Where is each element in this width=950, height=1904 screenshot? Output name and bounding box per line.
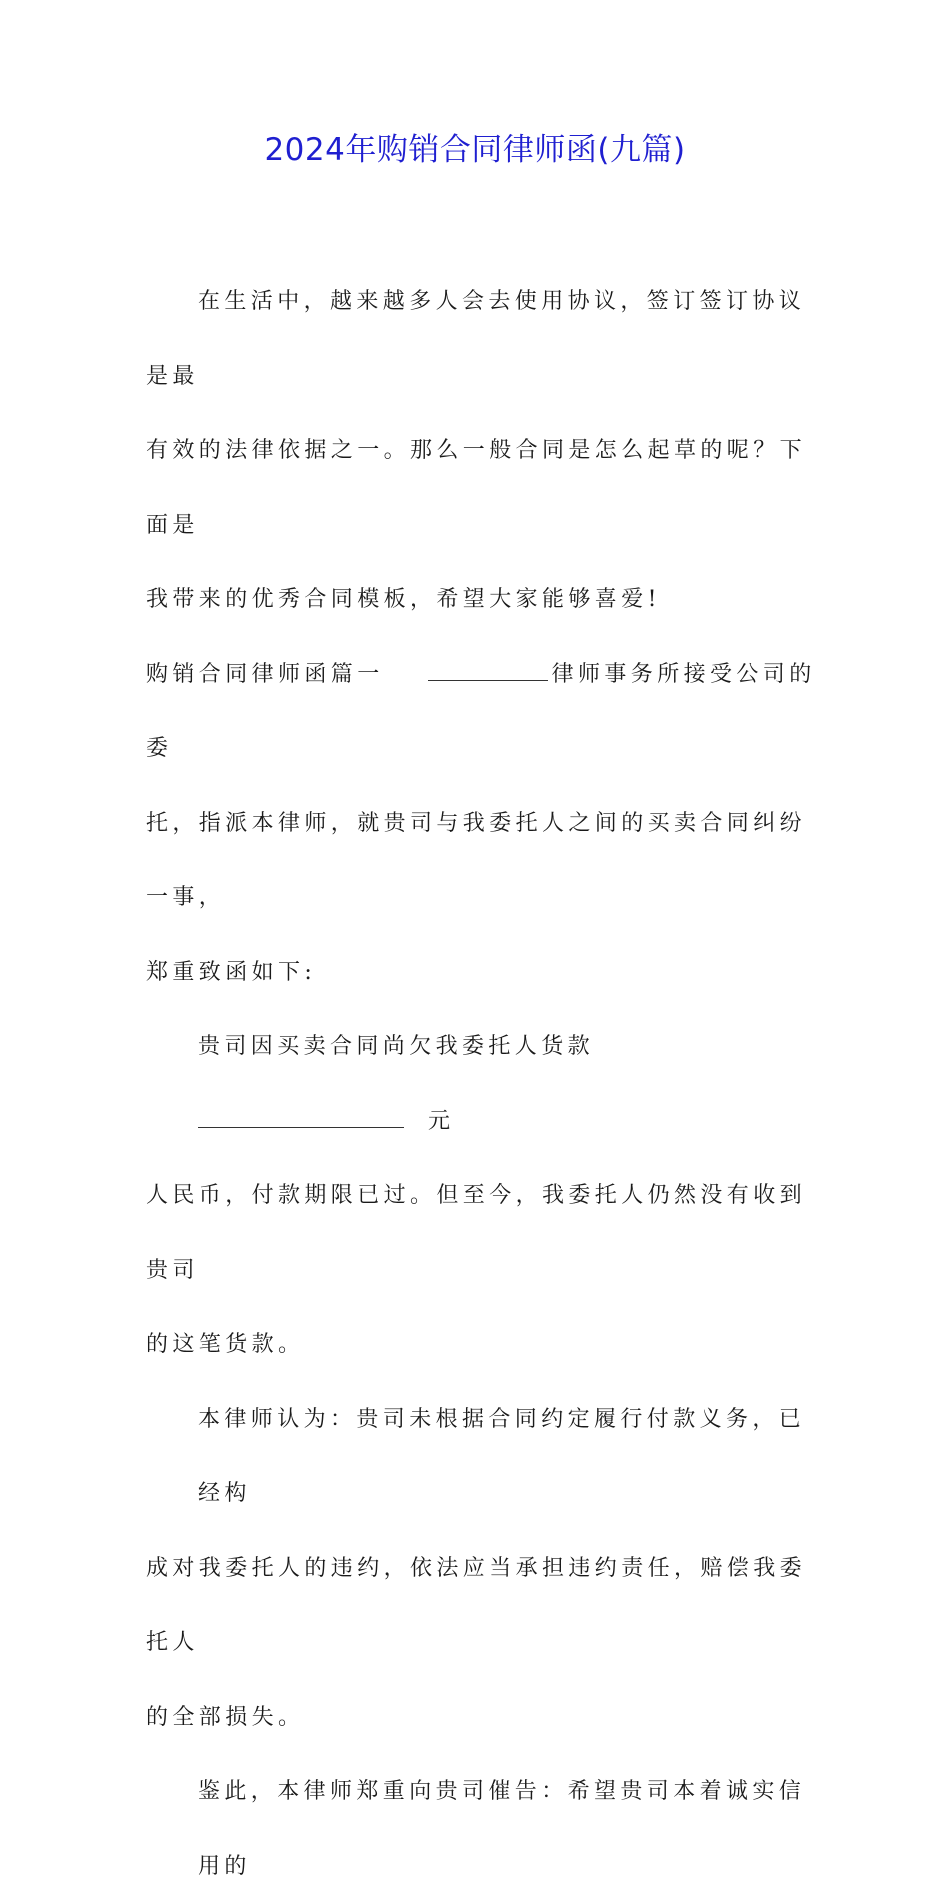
debt-line-2: 人民币，付款期限已过。但至今，我委托人仍然没有收到贵司 xyxy=(146,1183,807,1283)
opinion-line-1: 本律师认为：贵司未根据合同约定履行付款义务，已经构 xyxy=(198,1406,806,1506)
document-body xyxy=(146,265,816,1904)
intro-line-1: 在生活中，越来越多人会去使用协议，签订签订协议是最 xyxy=(146,289,806,389)
section-1-line-1 xyxy=(146,638,816,787)
section-1-line-3: 郑重致函如下: xyxy=(146,959,317,985)
amount-blank xyxy=(198,1109,404,1128)
opinion-paragraph xyxy=(146,1383,816,1756)
law-firm-blank xyxy=(428,662,548,681)
debt-paragraph xyxy=(146,1010,816,1383)
demand-line-1: 鉴此，本律师郑重向贵司催告：希望贵司本着诚实信用的 xyxy=(198,1779,806,1879)
opinion-line-2: 成对我委托人的违约，依法应当承担违约责任，赔偿我委托人 xyxy=(146,1555,807,1655)
intro-line-2: 有效的法律依据之一。那么一般合同是怎么起草的呢？下面是 xyxy=(146,438,807,538)
debt-line-1-start: 贵司因买卖合同尚欠我委托人货款 xyxy=(198,1034,595,1059)
debt-line-1 xyxy=(146,1010,816,1159)
section-1-line-1-rest: 律师事务所接受公司的委 xyxy=(146,661,816,761)
opinion-line-3: 的全部损失。 xyxy=(146,1704,305,1730)
intro-paragraph xyxy=(146,265,816,638)
debt-line-1-end: 元 xyxy=(428,1108,455,1134)
section-1-line-2: 托，指派本律师，就贵司与我委托人之间的买卖合同纠纷一事， xyxy=(146,810,807,910)
demand-paragraph xyxy=(146,1755,816,1904)
section-1-heading: 购销合同律师函篇一 xyxy=(146,661,384,687)
intro-line-3: 我带来的优秀合同模板，希望大家能够喜爱! xyxy=(146,587,661,612)
document-title: 2024年购销合同律师函(九篇) xyxy=(264,132,686,168)
debt-line-3: 的这笔货款。 xyxy=(146,1332,305,1357)
section-1-paragraph xyxy=(146,638,816,1011)
